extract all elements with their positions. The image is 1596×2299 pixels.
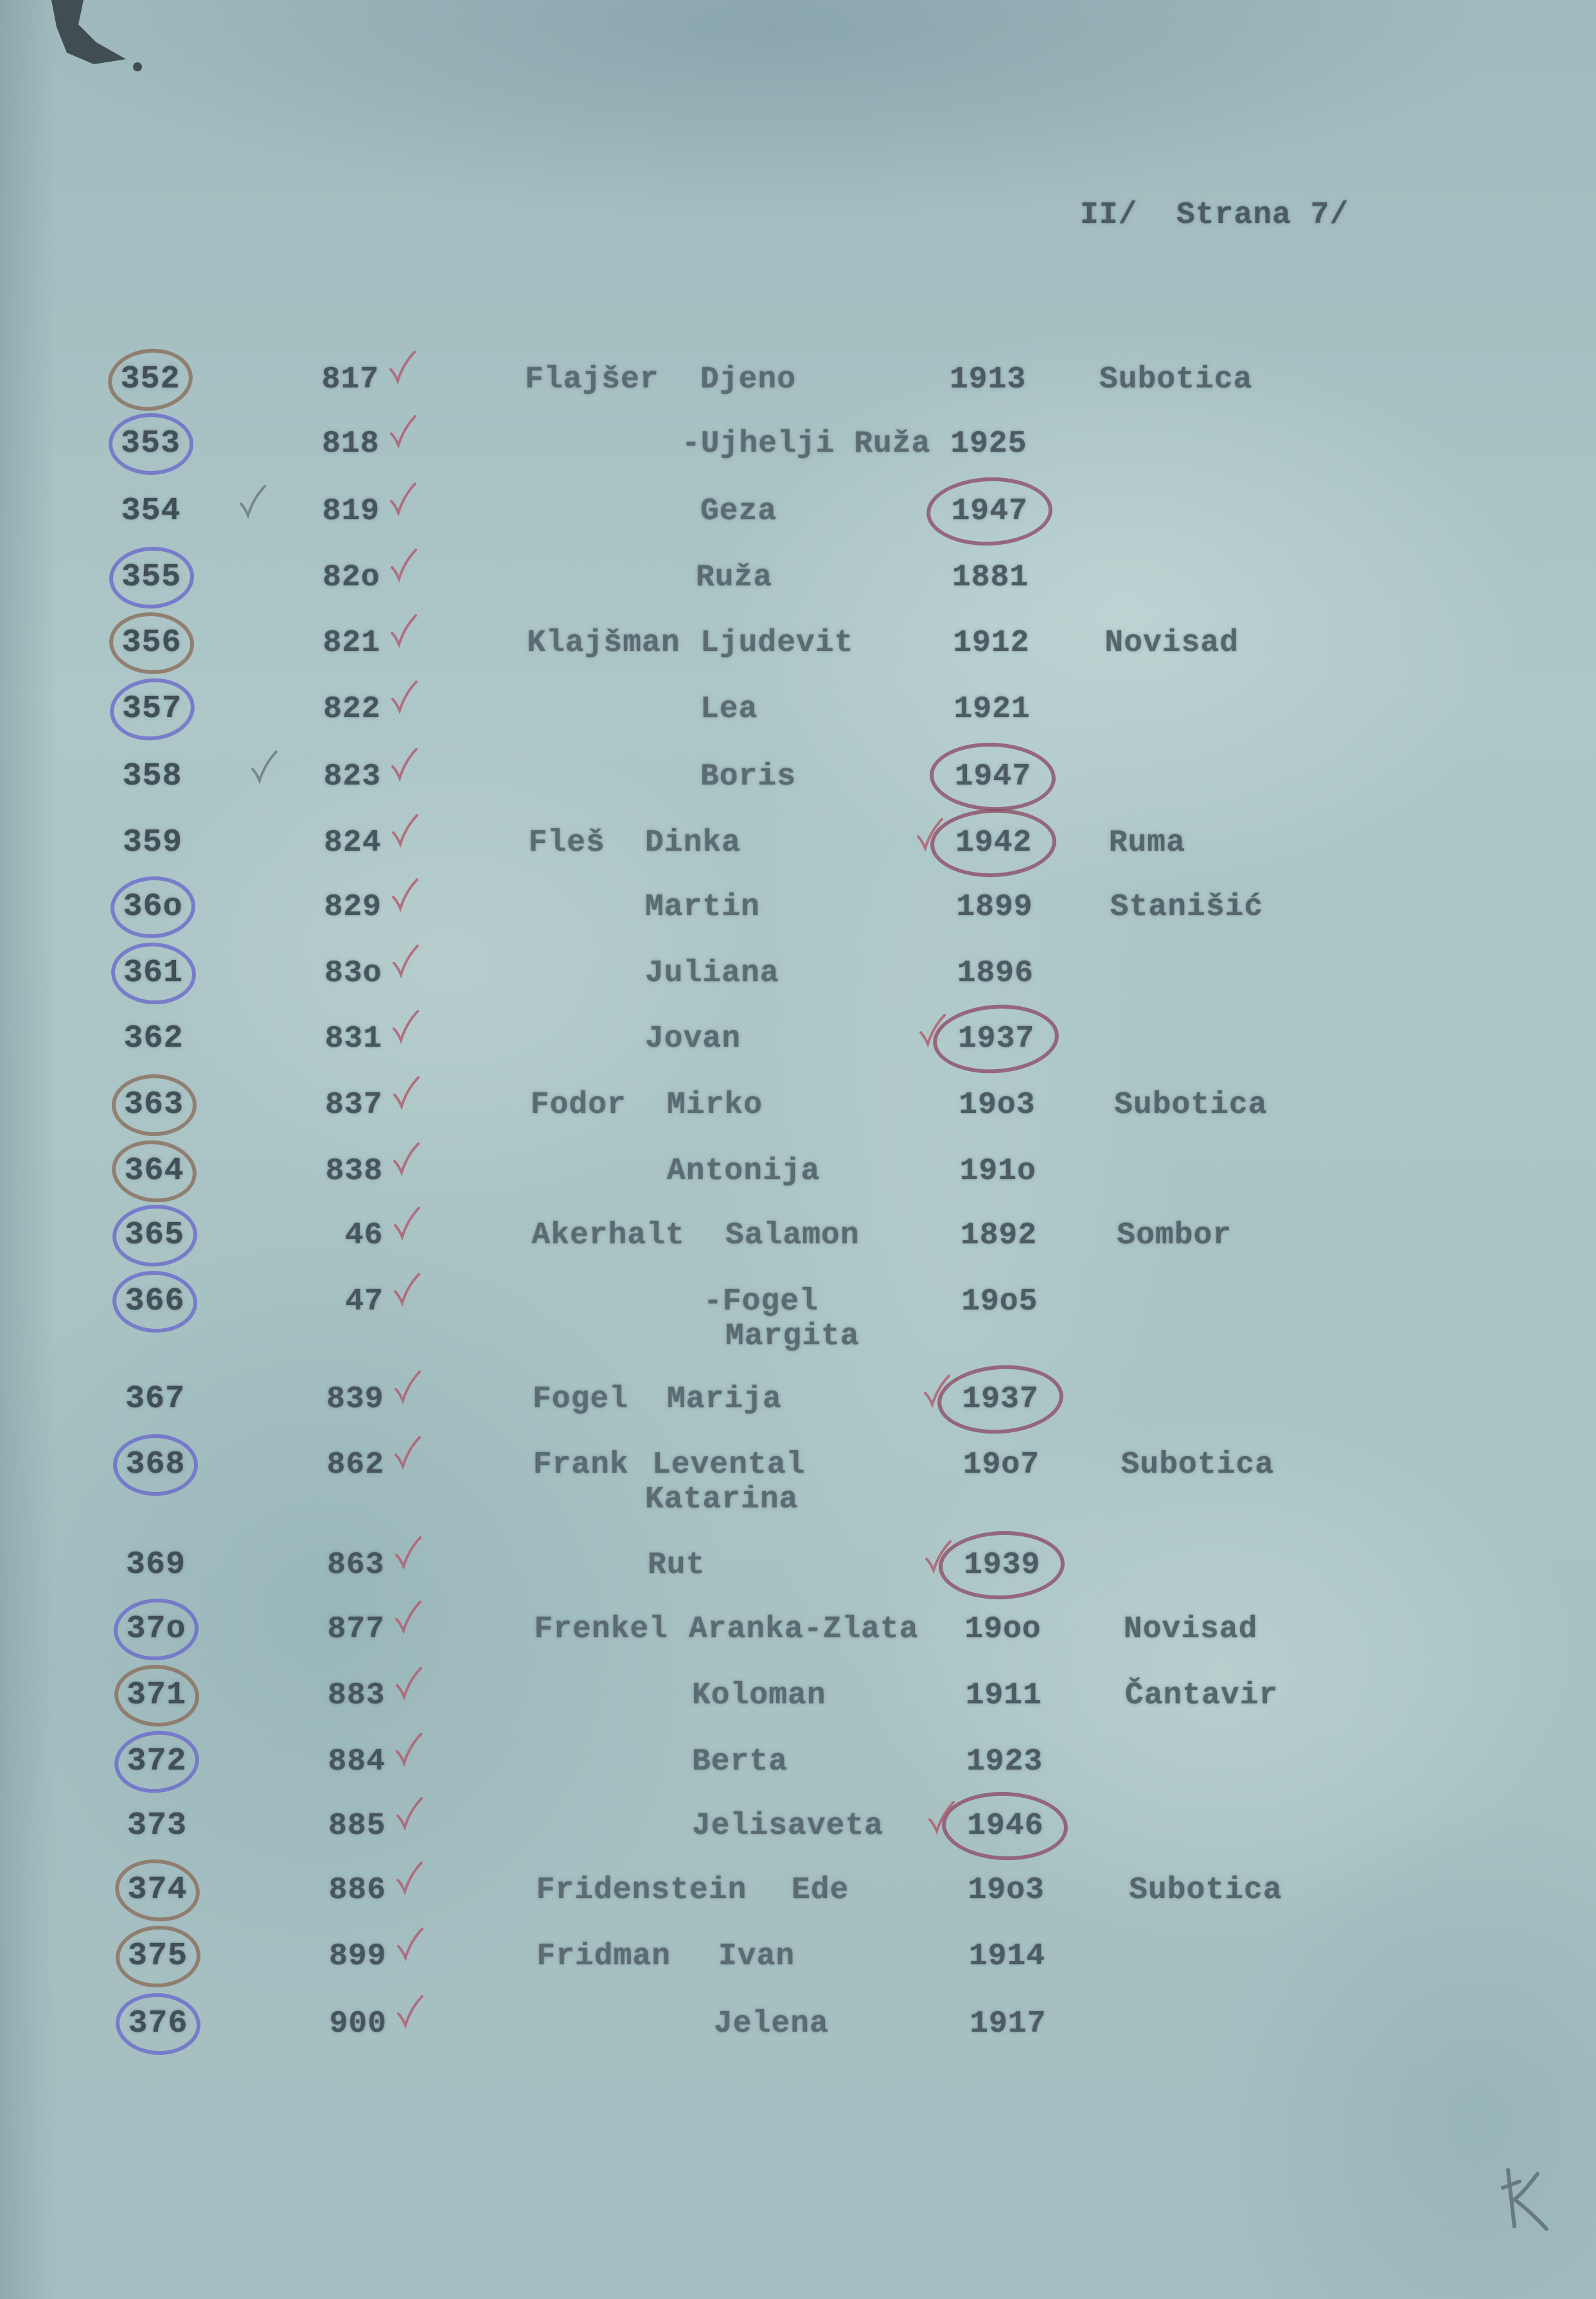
check-stroke bbox=[395, 1144, 418, 1173]
check-mark-icon bbox=[395, 1666, 423, 1701]
birth-year: 1899 bbox=[956, 890, 1033, 925]
table-row bbox=[0, 691, 1596, 727]
check-stroke bbox=[393, 682, 416, 711]
row-number: 354 bbox=[121, 493, 181, 529]
row-number: 363 bbox=[123, 1087, 184, 1123]
row-number: 355 bbox=[121, 559, 181, 596]
check-stroke bbox=[398, 1996, 422, 2025]
reference-number: 877 bbox=[327, 1612, 385, 1647]
check-mark-icon bbox=[396, 1927, 424, 1962]
reference-number: 46 bbox=[344, 1218, 384, 1253]
table-row bbox=[0, 1872, 1596, 1908]
row-number: 373 bbox=[127, 1807, 187, 1844]
reference-number: 899 bbox=[329, 1939, 387, 1974]
row-number: 352 bbox=[120, 361, 181, 398]
check-mark-icon bbox=[395, 1732, 423, 1767]
check-mark-icon bbox=[391, 878, 419, 912]
check-mark-icon bbox=[389, 548, 418, 583]
given-name: Ede bbox=[792, 1873, 849, 1908]
table-row bbox=[0, 1021, 1596, 1057]
check-stroke bbox=[396, 1372, 420, 1401]
given-name: Aranka-Zlata bbox=[689, 1612, 919, 1647]
reference-number: 863 bbox=[327, 1548, 385, 1583]
check-stroke bbox=[396, 1538, 420, 1567]
birthplace: Čantavir bbox=[1124, 1678, 1279, 1713]
birthplace: Novisad bbox=[1123, 1612, 1258, 1647]
table-row bbox=[0, 1547, 1596, 1583]
birth-year: 1925 bbox=[950, 427, 1027, 461]
reference-number: 883 bbox=[328, 1678, 386, 1713]
check-stroke bbox=[396, 1602, 420, 1631]
birthplace: Subotica bbox=[1099, 362, 1253, 397]
check-stroke bbox=[392, 616, 416, 644]
surname: Akerhalt bbox=[531, 1218, 685, 1253]
check-mark-icon bbox=[393, 1206, 421, 1241]
reference-number: 838 bbox=[325, 1154, 383, 1189]
check-stroke bbox=[921, 1015, 944, 1044]
birthplace: Subotica bbox=[1114, 1088, 1268, 1123]
birth-year: 1896 bbox=[957, 956, 1034, 991]
table-row bbox=[0, 1678, 1596, 1714]
birthplace: Subotica bbox=[1129, 1873, 1282, 1908]
given-name: Jelisaveta bbox=[692, 1809, 884, 1843]
check-mark-icon bbox=[388, 350, 416, 385]
reference-number: 47 bbox=[345, 1284, 384, 1319]
check-mark-icon bbox=[392, 1142, 420, 1176]
reference-number: 824 bbox=[324, 826, 382, 860]
table-row bbox=[0, 1808, 1596, 1844]
surname: Frank bbox=[533, 1448, 629, 1482]
table-row bbox=[0, 889, 1596, 925]
table-row bbox=[0, 1611, 1596, 1647]
given-name: Jovan bbox=[645, 1022, 741, 1056]
table-row bbox=[0, 759, 1596, 795]
check-mark-icon bbox=[391, 813, 419, 848]
row-number: 371 bbox=[126, 1677, 186, 1714]
reference-number: 823 bbox=[323, 759, 381, 794]
check-mark-icon bbox=[393, 1272, 421, 1307]
check-stroke bbox=[395, 1078, 418, 1106]
table-row bbox=[0, 426, 1596, 462]
row-number: 36o bbox=[123, 889, 183, 925]
check-stroke bbox=[397, 1734, 421, 1763]
row-number: 361 bbox=[123, 955, 183, 991]
row-number: 357 bbox=[121, 691, 182, 727]
given-name: Jelena bbox=[714, 2007, 829, 2041]
check-stroke bbox=[395, 1208, 419, 1237]
table-row bbox=[0, 362, 1596, 398]
reference-number: 839 bbox=[326, 1382, 384, 1417]
row-number: 37o bbox=[126, 1611, 186, 1647]
birth-year: 1946 bbox=[967, 1809, 1044, 1843]
check-mark-icon bbox=[390, 747, 418, 782]
birth-year: 1942 bbox=[955, 826, 1033, 860]
check-mark-icon bbox=[393, 1370, 421, 1405]
check-stroke bbox=[393, 880, 417, 909]
table-row bbox=[0, 1153, 1596, 1189]
row-number: 368 bbox=[125, 1446, 186, 1483]
staple-hole bbox=[133, 62, 142, 71]
given-name: Geza bbox=[700, 494, 777, 529]
birth-year: 19o3 bbox=[968, 1873, 1045, 1908]
check-mark-icon bbox=[396, 1994, 424, 2029]
reference-number: 862 bbox=[326, 1448, 384, 1482]
given-name: Mirko bbox=[667, 1088, 763, 1123]
check-stroke bbox=[391, 416, 415, 445]
given-name: Ivan bbox=[718, 1939, 795, 1974]
check-stroke bbox=[394, 1011, 418, 1040]
row-number: 367 bbox=[125, 1381, 185, 1417]
given-name: Koloman bbox=[692, 1678, 826, 1713]
check-stroke bbox=[398, 1798, 421, 1827]
given-name: Dinka bbox=[645, 826, 741, 860]
given-name: Djeno bbox=[700, 362, 797, 397]
birth-year: 19o3 bbox=[959, 1088, 1036, 1123]
birthplace: Subotica bbox=[1121, 1448, 1275, 1482]
reference-number: 831 bbox=[324, 1022, 382, 1056]
check-stroke bbox=[398, 1929, 422, 1958]
check-stroke bbox=[392, 550, 416, 579]
birth-year: 191o bbox=[959, 1154, 1036, 1189]
row-number: 374 bbox=[127, 1872, 188, 1908]
birthplace: Ruma bbox=[1108, 826, 1185, 860]
check-mark-icon bbox=[389, 414, 417, 449]
check-stroke bbox=[391, 352, 414, 381]
birthplace: Stanišić bbox=[1110, 890, 1264, 925]
row-number: 372 bbox=[127, 1743, 187, 1780]
table-row bbox=[0, 1744, 1596, 1780]
given-name: Ljudevit bbox=[700, 626, 854, 661]
birth-year: 1881 bbox=[952, 560, 1029, 595]
given-name: -Ujhelji Ruža bbox=[682, 427, 931, 461]
year-check-mark-icon bbox=[924, 1540, 952, 1574]
year-check-mark-icon bbox=[916, 817, 944, 852]
check-mark-icon bbox=[394, 1600, 422, 1635]
check-stroke bbox=[918, 819, 942, 848]
reference-number: 822 bbox=[323, 692, 381, 727]
given-name: -Fogel bbox=[704, 1284, 819, 1319]
table-row bbox=[0, 1218, 1596, 1254]
given-name: Boris bbox=[700, 759, 797, 794]
birth-year: 1892 bbox=[960, 1218, 1038, 1253]
given-name-line-2: Margita bbox=[725, 1319, 860, 1354]
birth-year: 1939 bbox=[964, 1548, 1041, 1583]
table-row bbox=[0, 1087, 1596, 1123]
surname: Flajšer bbox=[525, 362, 659, 397]
birth-year: 1923 bbox=[966, 1744, 1043, 1779]
reference-number: 819 bbox=[322, 494, 380, 529]
check-mark-icon bbox=[395, 1861, 423, 1895]
row-number: 356 bbox=[121, 625, 182, 661]
page-number: Strana 7/ bbox=[1176, 198, 1349, 233]
check-stroke bbox=[925, 1376, 949, 1405]
row-number: 366 bbox=[125, 1283, 185, 1320]
reference-number: 886 bbox=[328, 1873, 386, 1908]
check-mark-icon bbox=[389, 482, 417, 517]
check-stroke bbox=[393, 815, 417, 844]
check-stroke bbox=[394, 946, 418, 975]
reference-number: 837 bbox=[325, 1088, 383, 1123]
birth-year: 19o5 bbox=[961, 1284, 1038, 1319]
surname: Fridenstein bbox=[536, 1873, 747, 1908]
surname: Frenkel bbox=[534, 1612, 669, 1647]
birthplace: Sombor bbox=[1117, 1218, 1232, 1253]
check-mark-icon bbox=[393, 1435, 421, 1470]
birth-year: 19o7 bbox=[962, 1448, 1040, 1482]
row-number: 375 bbox=[127, 1938, 188, 1975]
birth-year: 1937 bbox=[958, 1022, 1035, 1056]
check-stroke bbox=[397, 1668, 421, 1697]
given-name: Antonija bbox=[667, 1154, 820, 1189]
check-mark-icon bbox=[391, 944, 420, 979]
table-row bbox=[0, 625, 1596, 661]
check-mark-icon bbox=[391, 1009, 420, 1044]
check-stroke bbox=[395, 1274, 419, 1303]
row-number: 364 bbox=[124, 1153, 184, 1189]
birth-year: 1947 bbox=[951, 494, 1028, 529]
table-row bbox=[0, 2006, 1596, 2042]
reference-number: 817 bbox=[321, 362, 379, 397]
row-number: 362 bbox=[123, 1020, 184, 1057]
birth-year: 1913 bbox=[950, 362, 1027, 397]
check-stroke bbox=[391, 484, 415, 513]
reference-number: 818 bbox=[322, 427, 380, 461]
table-row bbox=[0, 1283, 1596, 1354]
handwritten-initial bbox=[1494, 2162, 1565, 2239]
row-number: 359 bbox=[122, 824, 182, 861]
reference-number: 884 bbox=[328, 1744, 386, 1779]
table-row bbox=[0, 560, 1596, 596]
birth-year: 1917 bbox=[970, 2007, 1047, 2041]
surname: Fridman bbox=[536, 1939, 671, 1974]
given-name: Martin bbox=[645, 890, 760, 925]
reference-number: 900 bbox=[329, 2007, 387, 2041]
year-check-mark-icon bbox=[918, 1013, 946, 1048]
row-number: 369 bbox=[125, 1547, 186, 1583]
check-mark-icon bbox=[389, 614, 418, 648]
given-name: Rut bbox=[648, 1548, 705, 1583]
table-row bbox=[0, 1939, 1596, 1975]
page-series: II/ bbox=[1080, 198, 1138, 233]
check-stroke bbox=[396, 1437, 420, 1466]
reference-number: 821 bbox=[323, 626, 380, 661]
given-name: Lea bbox=[700, 692, 758, 727]
check-mark-icon bbox=[395, 1797, 423, 1831]
check-stroke bbox=[393, 749, 416, 778]
row-number: 376 bbox=[128, 2005, 188, 2042]
given-name: Salamon bbox=[725, 1218, 860, 1253]
birth-year: 1921 bbox=[953, 692, 1031, 727]
check-mark-icon bbox=[394, 1536, 422, 1570]
reference-number: 885 bbox=[328, 1809, 386, 1843]
reference-number: 829 bbox=[324, 890, 382, 925]
table-row bbox=[0, 825, 1596, 861]
given-name: Levental bbox=[652, 1448, 806, 1482]
given-name: Juliana bbox=[645, 956, 779, 991]
surname: Fogel bbox=[533, 1382, 629, 1417]
reference-number: 83o bbox=[324, 956, 382, 991]
reference-number: 82o bbox=[323, 560, 380, 595]
birth-year: 1912 bbox=[953, 626, 1030, 661]
check-stroke bbox=[398, 1863, 421, 1892]
check-stroke bbox=[930, 1802, 953, 1831]
year-check-mark-icon bbox=[923, 1374, 951, 1408]
birth-year: 19oo bbox=[964, 1612, 1042, 1647]
given-name-line-2: Katarina bbox=[645, 1482, 799, 1517]
birth-year: 1914 bbox=[968, 1939, 1046, 1974]
table-row bbox=[0, 493, 1596, 529]
handwritten-initial-stroke bbox=[1503, 2170, 1547, 2229]
birth-year: 1911 bbox=[965, 1678, 1042, 1713]
given-name: Ruža bbox=[696, 560, 773, 595]
torn-corner-shape bbox=[51, 0, 126, 64]
torn-corner bbox=[0, 0, 167, 90]
table-row bbox=[0, 1446, 1596, 1517]
table-row bbox=[0, 955, 1596, 991]
row-number: 358 bbox=[122, 758, 182, 795]
year-check-mark-icon bbox=[927, 1800, 955, 1835]
birth-year: 1947 bbox=[954, 759, 1032, 794]
row-number: 353 bbox=[120, 425, 181, 462]
surname: Fodor bbox=[530, 1088, 626, 1123]
birth-year: 1937 bbox=[962, 1382, 1039, 1417]
check-mark-icon bbox=[392, 1076, 420, 1110]
row-number: 365 bbox=[124, 1217, 184, 1254]
surname: Klajšman bbox=[527, 626, 680, 661]
check-stroke bbox=[927, 1541, 950, 1570]
check-mark-icon bbox=[390, 680, 418, 715]
table-row bbox=[0, 1381, 1596, 1417]
surname: Fleš bbox=[528, 826, 605, 860]
given-name: Berta bbox=[692, 1744, 788, 1779]
birthplace: Novisad bbox=[1104, 626, 1239, 661]
given-name: Marija bbox=[667, 1382, 782, 1417]
